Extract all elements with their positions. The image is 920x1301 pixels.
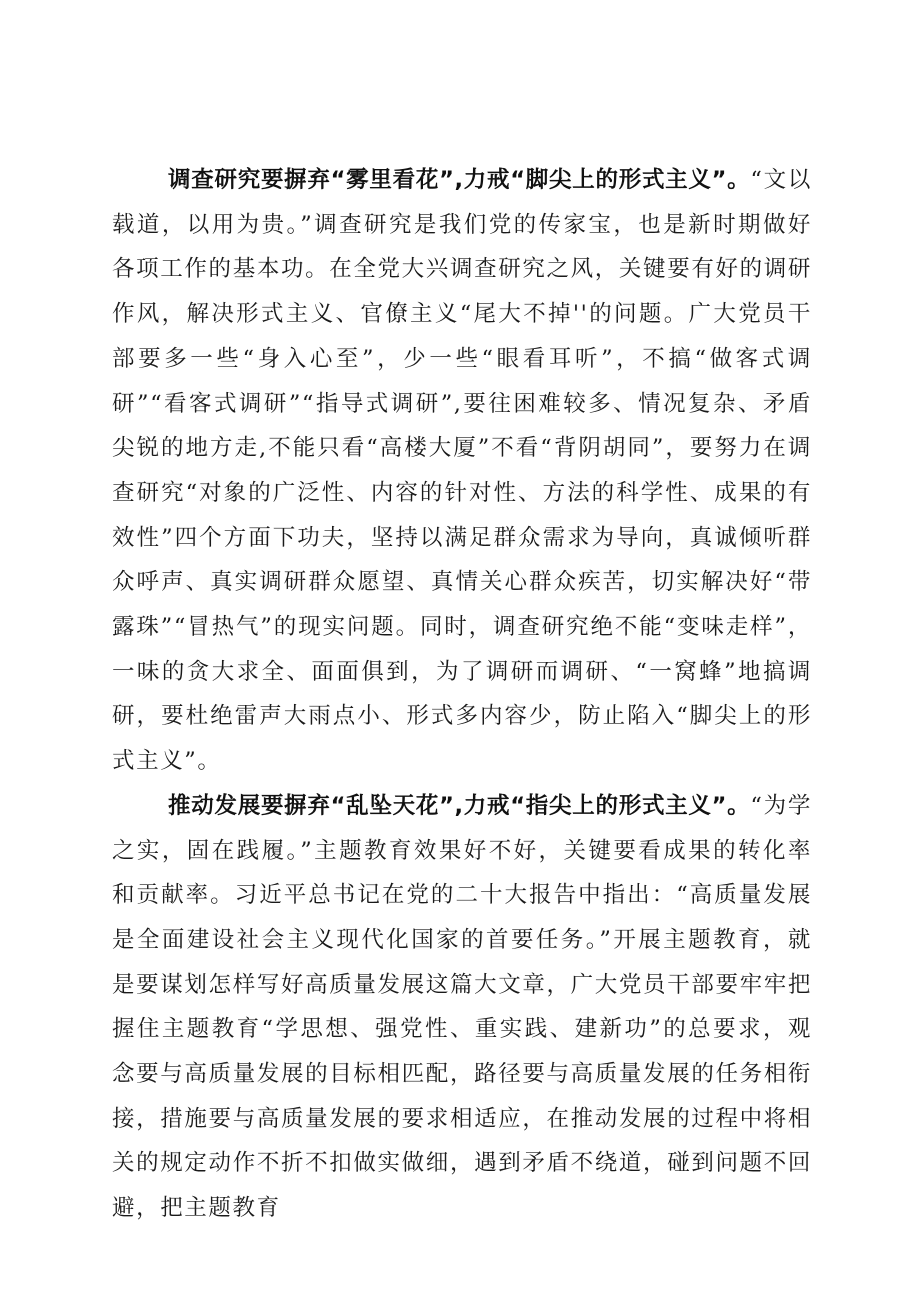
- paragraph-research: [112, 158, 812, 784]
- document-body: [112, 158, 812, 1231]
- paragraph-heading: 推动发展要摒弃“乱坠天花”,力戒“指尖上的形式主义”。: [168, 792, 751, 819]
- paragraph-heading: 调查研究要摒弃“雾里看花”,力戒“脚尖上的形式主义”。: [168, 167, 751, 193]
- paragraph-development: [112, 784, 812, 1231]
- paragraph-text: “文以载道，以用为贵。”调查研究是我们党的传家宝，也是新时期做好各项工作的基本功。在全党大兴调查研究之风，关键要有好的调研作风，解决形式主义、官僚主义“尾大不掉''的问题。广大党员干部要多一些“身入心至”，少一些“眼看耳听”，不搞“做客式调研”“看客式调研”“指导式调研”,要往困难较多、情况复杂、矛盾尖锐的地方走,不能只看“高楼大厦”不看“背阴胡同”，要努力在调查研究“对象的广泛性、内容的针对性、方法的科学性、成果的有效性”四个方面下功夫，坚持以满足群众需求为导向，真诚倾听群众呼声、真实调研群众愿望、真情关心群众疾苦，切实解决好“带露珠”“冒热气”的现实问题。同时，调查研究绝不能“变味走样”，一味的贪大求全、面面俱到，为了调研而调研、“一窝蜂”地搞调研，要杜绝雷声大雨点小、形式多内容少，防止陷入“脚尖上的形式主义”。: [112, 167, 812, 775]
- paragraph-text: “为学之实，固在践履。”主题教育效果好不好，关键要看成果的转化率和贡献率。习近平总书记在党的二十大报告中指出：“高质量发展是全面建设社会主义现代化国家的首要任务。”开展主题教育，就是要谋划怎样写好高质量发展这篇大文章，广大党员干部要牢牢把握住主题教育“学思想、强党性、重实践、建新功”的总要求，观念要与高质量发展的目标相匹配，路径要与高质量发展的任务相衔接，措施要与高质量发展的要求相适应，在推动发展的过程中将相关的规定动作不折不扣做实做细，遇到矛盾不绕道，碰到问题不回避，把主题教育: [112, 792, 812, 1222]
